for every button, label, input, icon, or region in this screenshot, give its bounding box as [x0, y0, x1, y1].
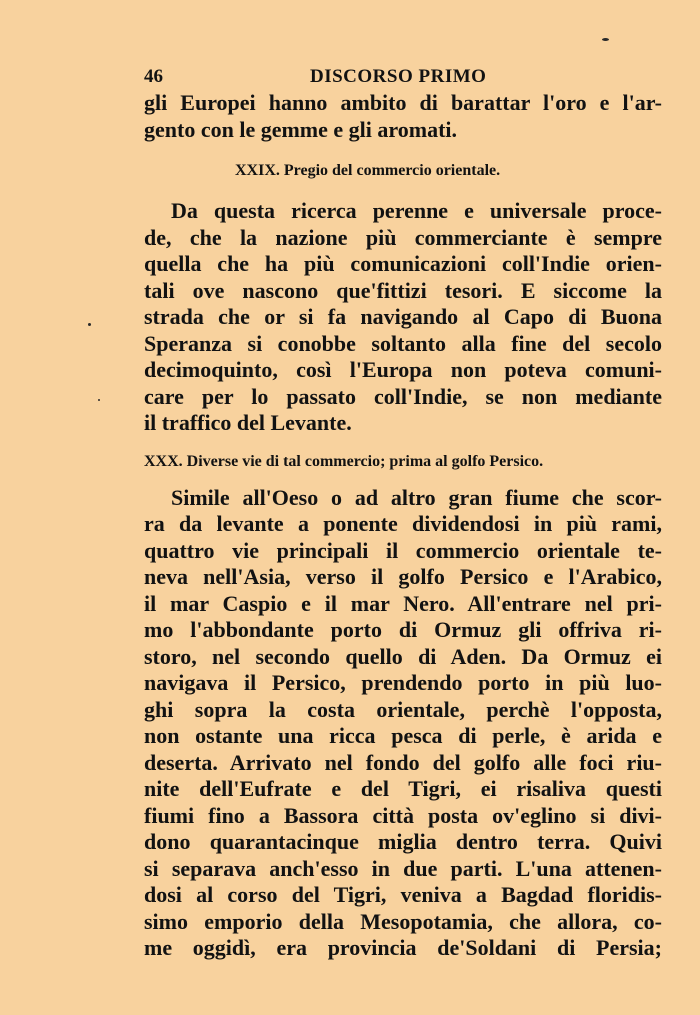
text-line: me oggidì, era provincia de'Soldani di Persia;	[144, 935, 662, 960]
section-heading-29: XXIX. Pregio del commercio orientale.	[235, 162, 501, 179]
page-number: 46	[144, 66, 163, 87]
text-line: il traffico del Levante.	[144, 410, 352, 435]
paragraph-29	[144, 198, 662, 437]
text-line: gli Europei hanno ambito di barattar l'oro e l'ar-	[144, 90, 662, 115]
text-line: fiumi fino a Bassora città posta ov'eglino si divi-	[144, 802, 662, 828]
page-header	[144, 62, 662, 90]
running-head: DISCORSO PRIMO	[310, 66, 487, 87]
text-line: quella che ha più comunicazioni coll'Indie orien-	[144, 251, 662, 276]
text-line: si separava anch'esso in due parti. L'una attenen-	[144, 855, 662, 881]
text-line: navigava il Persico, prendendo porto in più luo-	[144, 670, 662, 695]
section-heading-30: XXX. Diverse vie di tal commercio; prima al golfo Persico.	[144, 452, 544, 470]
text-line: simo emporio della Mesopotamia, che allora, co-	[144, 908, 662, 934]
text-line: ghi sopra la costa orientale, perchè l'opposta,	[144, 696, 662, 722]
text-line: nite dell'Eufrate e del Tigri, ei risaliva questi	[144, 776, 662, 801]
ink-speck	[98, 399, 100, 401]
text-line: strada che or si fa navigando al Capo di Buona	[144, 304, 662, 329]
text-line: storo, nel secondo quello di Aden. Da Ormuz ei	[144, 643, 662, 669]
text-line: Speranza si conobbe soltanto alla fine del secolo	[144, 330, 662, 356]
page-content	[144, 62, 662, 962]
text-line: tali ove nascono que'fittizi tesori. E siccome la	[144, 277, 662, 303]
text-line: mo l'abbondante porto di Ormuz gli offriva ri-	[144, 617, 662, 642]
text-line: dosi al corso del Tigri, veniva a Bagdad floridis-	[144, 882, 662, 907]
paragraph-30	[144, 485, 662, 962]
ink-speck	[88, 323, 91, 326]
ink-speck	[602, 38, 609, 41]
text-line: il mar Caspio e il mar Nero. All'entrare nel pri-	[144, 590, 662, 616]
text-line: neva nell'Asia, verso il golfo Persico e l'Arabico,	[144, 564, 662, 589]
text-line: care per lo passato coll'Indie, se non mediante	[144, 383, 662, 409]
continuation-paragraph	[144, 90, 662, 143]
text-line: Da questa ricerca perenne e universale proce-	[171, 198, 662, 223]
text-line: Simile all'Oeso o ad altro gran fiume che scor-	[171, 484, 662, 510]
text-line: de, che la nazione più commerciante è sempre	[144, 224, 662, 250]
text-line: ra da levante a ponente dividendosi in più rami,	[144, 511, 662, 536]
text-line: quattro vie principali il commercio orientale te-	[144, 537, 662, 563]
text-line: gento con le gemme e gli aromati.	[144, 116, 458, 142]
text-line: deserta. Arrivato nel fondo del golfo alle foci riu-	[144, 749, 662, 775]
text-line: decimoquinto, così l'Europa non poteva comuni-	[144, 357, 662, 382]
text-line: non ostante una ricca pesca di perle, è arida e	[144, 723, 662, 748]
text-line: dono quarantacinque miglia dentro terra. Quivi	[144, 829, 662, 854]
